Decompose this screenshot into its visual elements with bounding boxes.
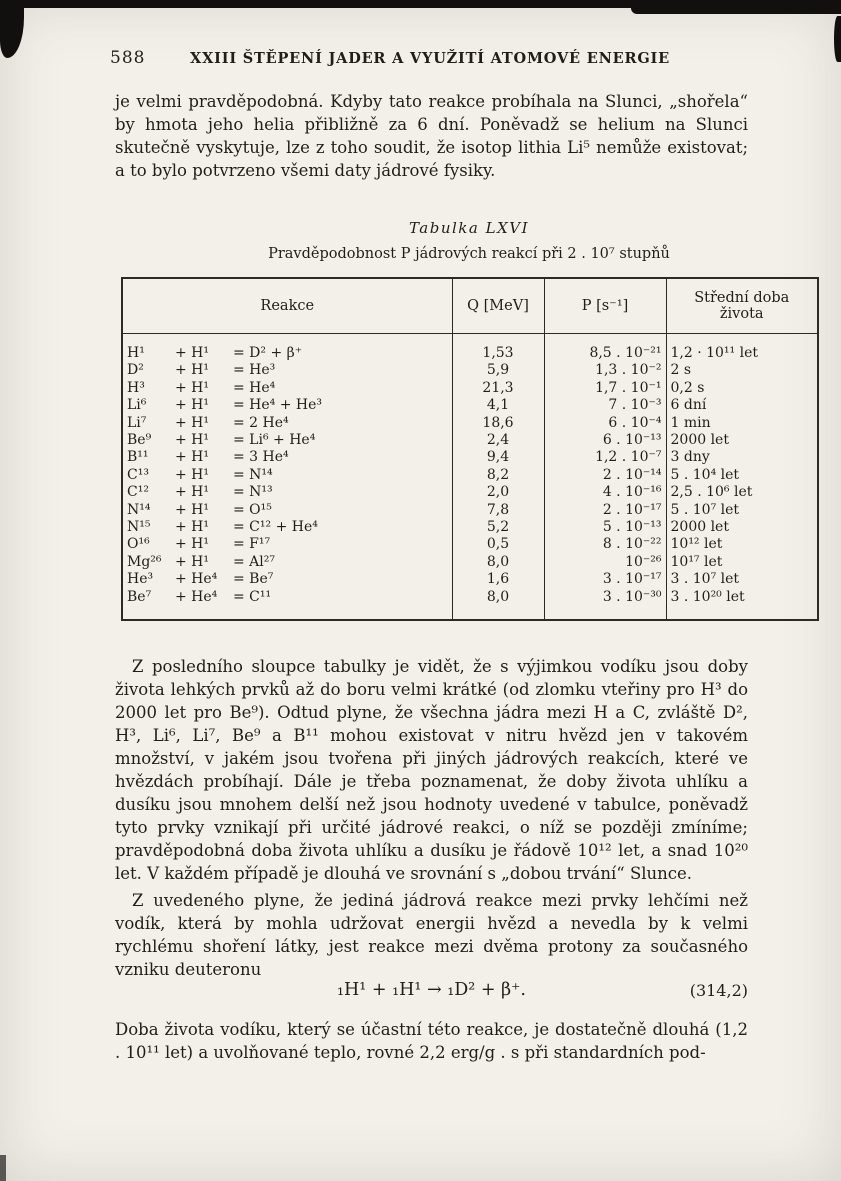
q-value: 1,53 [452, 334, 544, 363]
running-title: XXIII ŠTĚPENÍ JADER A VYUŽITÍ ATOMOVÉ ENERGIE [190, 50, 670, 67]
reaction-plus: + H¹ [175, 536, 210, 553]
reaction-plus: + H¹ [175, 397, 210, 414]
table-row [122, 554, 818, 571]
page-number: 588 [110, 48, 146, 68]
p-value: 7 . 10⁻³ [544, 397, 666, 414]
lifetime-value: 6 dní [666, 397, 818, 414]
reaction-plus: + He⁴ [175, 588, 218, 605]
table-row [122, 484, 818, 501]
p-value: 10⁻²⁶ [544, 554, 666, 571]
lifetime-value: 5 . 10⁴ let [666, 467, 818, 484]
reaction-rhs: = D² + β⁺ [233, 345, 303, 361]
reaction-lhs: H¹ [127, 345, 145, 361]
table-row [122, 519, 818, 536]
table-row [122, 380, 818, 397]
reaction-rhs: = O¹⁵ [233, 501, 272, 518]
reaction-lhs: O¹⁶ [127, 536, 150, 553]
lifetime-value: 2000 let [666, 519, 818, 536]
reaction-plus: + H¹ [175, 362, 210, 379]
paragraph-lifetimes: Z posledního sloupce tabulky je vidět, že s výjimkou vodíku jsou doby života lehkých prvků až do boru velmi krátké (od zlomku vteřiny pro H³ do 2000 let pro Be⁹). Odtud plyne, že všechna jádra mezi H a C, zvláště D², H³, Li⁶, Li⁷, Be⁹ a B¹¹ mohou existovat v nitru hvězd jen v takovém množství, v jakém jsou tvořena při jiných jádrových reakcích, které ve hvězdách probíhají. Dále je třeba poznamenat, že doby života uhlíku a dusíku jsou mnohem delší než jsou hodnoty uvedené v tabulce, poněvadž tyto prvky vznikají při určité jádrové reakci, o níž se později zmíníme; pravděpodobná doba života uhlíku a dusíku je řádově 10¹² let, a snad 10²⁰ let. V každém případě je dlouhá ve srovnání s „dobou trvání“ Slunce. [115, 657, 748, 883]
reaction-lhs: He³ [127, 571, 154, 588]
reaction-plus: + H¹ [175, 501, 210, 518]
table-row [122, 449, 818, 466]
p-value: 3 . 10⁻³⁰ [544, 589, 666, 620]
paragraph-conclusion: Z uvedeného plyne, že jediná jádrová reakce mezi prvky lehčími než vodík, která by mohla udržovat energii hvězd a nevedla by k velmi rychlému shoření látky, jest reakce mezi dvěma protony za současného vzniku deuteronu [115, 891, 748, 979]
q-value: 9,4 [452, 449, 544, 466]
scan-artifact [0, 1155, 6, 1181]
equation-formula: ₁H¹ + ₁H¹ → ₁D² + β⁺. [337, 980, 526, 1000]
lifetime-value: 3 dny [666, 449, 818, 466]
reaction-lhs: Li⁷ [127, 414, 147, 431]
reaction-lhs: Be⁷ [127, 588, 152, 605]
reaction-lhs: Li⁶ [127, 397, 147, 414]
p-value: 1,3 . 10⁻² [544, 362, 666, 379]
reaction-rhs: = He⁴ [233, 379, 276, 396]
q-value: 2,0 [452, 484, 544, 501]
reaction-lhs: N¹⁵ [127, 519, 151, 536]
reactions-table [121, 277, 819, 621]
p-value: 3 . 10⁻¹⁷ [544, 571, 666, 588]
reaction-plus: + H¹ [175, 379, 210, 396]
table-row [122, 362, 818, 379]
q-value: 1,6 [452, 571, 544, 588]
reaction-rhs: = C¹² + He⁴ [233, 519, 318, 536]
p-value: 4 . 10⁻¹⁶ [544, 484, 666, 501]
table-row [122, 334, 818, 363]
q-value: 4,1 [452, 397, 544, 414]
q-value: 2,4 [452, 432, 544, 449]
lifetime-value: 2000 let [666, 432, 818, 449]
p-value: 1,7 . 10⁻¹ [544, 380, 666, 397]
p-value: 6 . 10⁻⁴ [544, 415, 666, 432]
reaction-plus: + H¹ [175, 466, 210, 483]
p-value: 2 . 10⁻¹⁷ [544, 502, 666, 519]
column-header-p: P [s⁻¹] [544, 278, 666, 334]
paragraph-intro: je velmi pravděpodobná. Kdyby tato reakce probíhala na Slunci, „shořela“ by hmota jeho helia přibližně za 6 dní. Poněvadž se helium na Slunci skutečně vyskytuje, lze z toho soudit, že isotop lithia Li⁵ nemůže existovat; a to bylo potvrzeno všemi daty jádrové fysiky. [115, 92, 748, 180]
table-row [122, 589, 818, 620]
table-subtitle: Pravděpodobnost P jádrových reakcí při 2 . 10⁷ stupňů [268, 246, 670, 262]
lifetime-value: 3 . 10²⁰ let [666, 589, 818, 620]
table-row [122, 432, 818, 449]
p-value: 8,5 . 10⁻²¹ [544, 334, 666, 363]
reaction-plus: + He⁴ [175, 571, 218, 588]
reaction-rhs: = Be⁷ [233, 571, 274, 588]
lifetime-value: 5 . 10⁷ let [666, 502, 818, 519]
column-header-life: Střední doba života [666, 278, 818, 334]
q-value: 18,6 [452, 415, 544, 432]
table-row [122, 536, 818, 553]
scan-artifact [0, 0, 24, 58]
q-value: 8,2 [452, 467, 544, 484]
table-caption: Tabulka LXVI [408, 219, 530, 237]
page-header [110, 48, 750, 72]
reaction-plus: + H¹ [175, 449, 210, 466]
reaction-rhs: = N¹⁴ [233, 466, 273, 483]
reaction-lhs: C¹² [127, 484, 149, 501]
q-value: 8,0 [452, 554, 544, 571]
scan-artifact [834, 16, 841, 62]
equation-block [115, 980, 748, 1006]
column-header-q: Q [MeV] [452, 278, 544, 334]
reaction-plus: + H¹ [175, 432, 210, 449]
lifetime-value: 2,5 . 10⁶ let [666, 484, 818, 501]
q-value: 8,0 [452, 589, 544, 620]
reaction-plus: + H¹ [175, 519, 210, 536]
reaction-plus: + H¹ [175, 484, 210, 501]
p-value: 6 . 10⁻¹³ [544, 432, 666, 449]
table-row [122, 397, 818, 414]
lifetime-value: 1,2 · 10¹¹ let [666, 334, 818, 363]
p-value: 1,2 . 10⁻⁷ [544, 449, 666, 466]
reaction-lhs: Mg²⁶ [127, 553, 162, 570]
reaction-plus: + H¹ [175, 345, 210, 361]
reaction-lhs: N¹⁴ [127, 501, 151, 518]
reaction-rhs: = Li⁶ + He⁴ [233, 432, 316, 449]
q-value: 0,5 [452, 536, 544, 553]
reaction-lhs: B¹¹ [127, 449, 149, 466]
lifetime-value: 10¹² let [666, 536, 818, 553]
p-value: 2 . 10⁻¹⁴ [544, 467, 666, 484]
reaction-lhs: H³ [127, 379, 145, 396]
reaction-lhs: C¹³ [127, 466, 149, 483]
lifetime-value: 0,2 s [666, 380, 818, 397]
q-value: 7,8 [452, 502, 544, 519]
paragraph-closing: Doba života vodíku, který se účastní této reakce, je dostatečně dlouhá (1,2 . 10¹¹ let) a uvolňované teplo, rovné 2,2 erg/g . s při standardních pod- [115, 1020, 748, 1062]
table-row [122, 467, 818, 484]
table-row [122, 502, 818, 519]
reaction-plus: + H¹ [175, 414, 210, 431]
reaction-rhs: = N¹³ [233, 484, 273, 501]
lifetime-value: 10¹⁷ let [666, 554, 818, 571]
reaction-rhs: = F¹⁷ [233, 536, 271, 553]
table-row [122, 571, 818, 588]
p-value: 8 . 10⁻²² [544, 536, 666, 553]
reaction-rhs: = 2 He⁴ [233, 414, 289, 431]
q-value: 21,3 [452, 380, 544, 397]
reaction-lhs: D² [127, 362, 144, 379]
reaction-rhs: = He⁴ + He³ [233, 397, 323, 414]
reaction-rhs: = Al²⁷ [233, 553, 275, 570]
lifetime-value: 3 . 10⁷ let [666, 571, 818, 588]
reaction-lhs: Be⁹ [127, 432, 152, 449]
q-value: 5,9 [452, 362, 544, 379]
reaction-plus: + H¹ [175, 553, 210, 570]
p-value: 5 . 10⁻¹³ [544, 519, 666, 536]
scan-artifact [631, 0, 841, 14]
lifetime-value: 1 min [666, 415, 818, 432]
lifetime-value: 2 s [666, 362, 818, 379]
column-header-reaction: Reakce [122, 278, 452, 334]
equation-number: (314,2) [689, 981, 748, 1000]
reaction-rhs: = He³ [233, 362, 276, 379]
table-row [122, 415, 818, 432]
reaction-rhs: = 3 He⁴ [233, 449, 289, 466]
q-value: 5,2 [452, 519, 544, 536]
table-header-row [122, 278, 818, 334]
reaction-rhs: = C¹¹ [233, 588, 272, 605]
